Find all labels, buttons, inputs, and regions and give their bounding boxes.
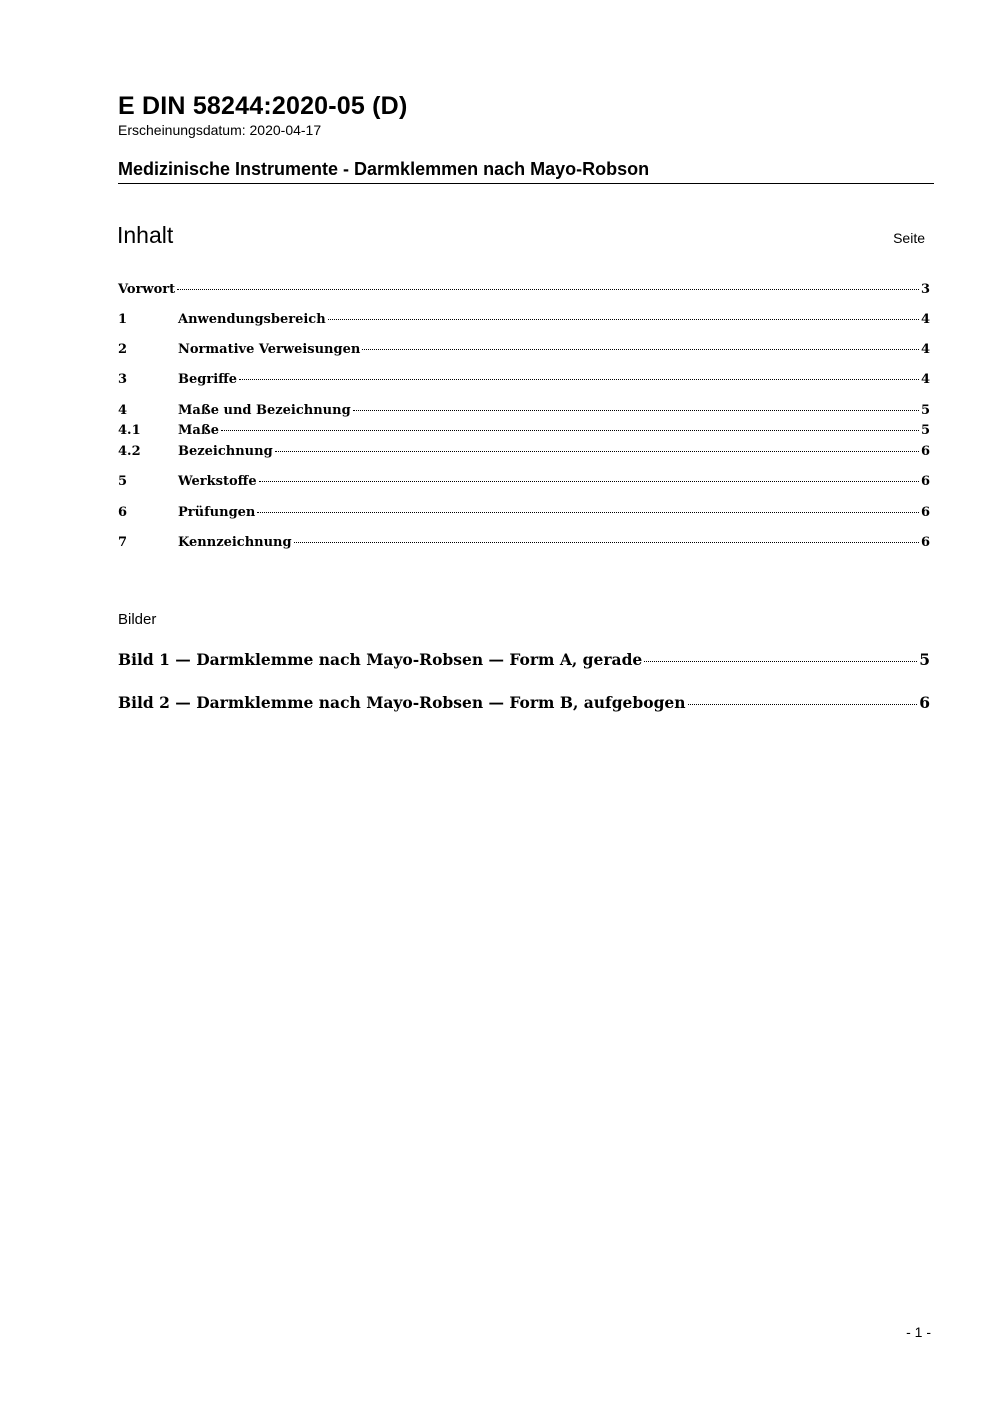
toc-entry-number: 3: [118, 372, 128, 387]
toc-dot-leader: [644, 661, 917, 662]
toc-entry-title: Vorwort: [118, 282, 176, 297]
toc-entry-number: 4.2: [118, 444, 141, 459]
toc-entry-page: 5: [920, 423, 930, 438]
figure-entry-1[interactable]: [118, 650, 930, 670]
toc-entry-vorwort[interactable]: [118, 281, 930, 299]
toc-dot-leader: [362, 349, 919, 350]
toc-entry-title: Maße und Bezeichnung: [178, 403, 351, 418]
toc-entry-page: 4: [920, 372, 930, 387]
toc-entry-title: Maße: [178, 423, 219, 438]
toc-dot-leader: [239, 379, 919, 380]
toc-entry-title: Normative Verweisungen: [178, 342, 361, 357]
toc-dot-leader: [688, 704, 918, 705]
toc-entry-7[interactable]: [118, 534, 930, 552]
toc-heading: Inhalt: [117, 222, 174, 248]
title-divider: [118, 183, 934, 184]
page-number: - 1 -: [906, 1324, 931, 1340]
toc-entry-page: 6: [920, 444, 930, 459]
toc-entry-3[interactable]: [118, 371, 930, 389]
toc-entry-number: 4: [118, 403, 128, 418]
toc-entry-page: 4: [920, 312, 930, 327]
toc-dot-leader: [328, 319, 919, 320]
toc-entry-2[interactable]: [118, 341, 930, 359]
figure-entry-page: 6: [919, 693, 930, 712]
toc-dot-leader: [177, 289, 919, 290]
toc-entry-4-1[interactable]: [118, 422, 930, 440]
toc-page-column-label: Seite: [893, 230, 925, 246]
toc-dot-leader: [275, 451, 919, 452]
figure-entry-title: Bild 1 — Darmklemme nach Mayo-Robsen — Form A, gerade: [118, 650, 643, 669]
toc-entry-page: 5: [920, 403, 930, 418]
toc-entry-number: 4.1: [118, 423, 141, 438]
figure-entry-title: Bild 2 — Darmklemme nach Mayo-Robsen — Form B, aufgebogen: [118, 693, 686, 712]
toc-dot-leader: [221, 430, 919, 431]
toc-entry-number: 6: [118, 505, 128, 520]
toc-entry-4-2[interactable]: [118, 443, 930, 461]
toc-entry-page: 6: [920, 505, 930, 520]
toc-entry-page: 6: [920, 474, 930, 489]
document-id: E DIN 58244:2020-05 (D): [118, 92, 408, 120]
figure-entry-page: 5: [919, 650, 930, 669]
figures-heading: Bilder: [118, 611, 157, 628]
toc-entry-page: 3: [920, 282, 930, 297]
toc-entry-page: 6: [920, 535, 930, 550]
toc-entry-5[interactable]: [118, 473, 930, 491]
toc-entry-page: 4: [920, 342, 930, 357]
toc-entry-number: 2: [118, 342, 128, 357]
toc-entry-title: Prüfungen: [178, 505, 256, 520]
toc-entry-title: Begriffe: [178, 372, 238, 387]
toc-entry-title: Anwendungsbereich: [178, 312, 326, 327]
toc-dot-leader: [353, 410, 919, 411]
toc-entry-4[interactable]: [118, 402, 930, 420]
figure-entry-2[interactable]: [118, 693, 930, 713]
toc-entry-number: 1: [118, 312, 128, 327]
publication-date: Erscheinungsdatum: 2020-04-17: [118, 122, 322, 138]
document-title: Medizinische Instrumente - Darmklemmen nach Mayo-Robson: [118, 159, 650, 179]
toc-entry-number: 5: [118, 474, 128, 489]
toc-entry-title: Bezeichnung: [178, 444, 273, 459]
toc-dot-leader: [257, 512, 919, 513]
toc-entry-1[interactable]: [118, 311, 930, 329]
toc-entry-6[interactable]: [118, 504, 930, 522]
toc-dot-leader: [294, 542, 919, 543]
toc-entry-title: Werkstoffe: [178, 474, 257, 489]
toc-dot-leader: [259, 481, 919, 482]
toc-entry-title: Kennzeichnung: [178, 535, 292, 550]
toc-entry-number: 7: [118, 535, 128, 550]
